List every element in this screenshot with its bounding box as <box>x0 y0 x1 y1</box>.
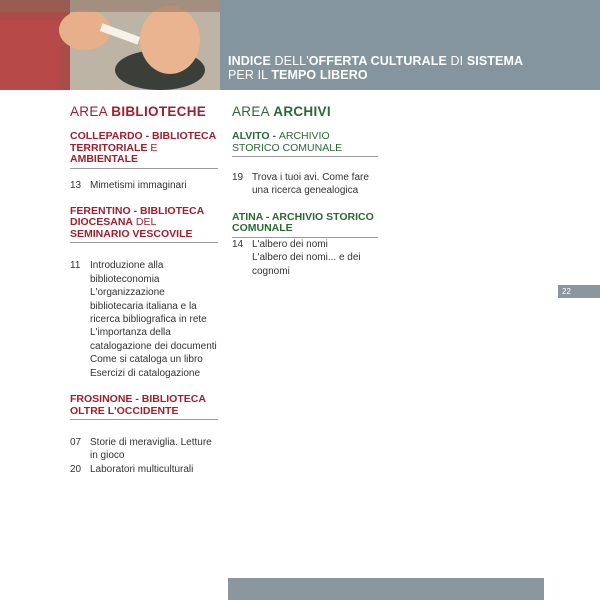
section-title-bold: FERENTINO - BIBLIOTECA DIOCESANA <box>70 204 204 229</box>
section-title-bold: COLLEPARDO - BIBLIOTECA TERRITORIALE <box>70 130 216 154</box>
entry-line: L'albero dei nomi <box>252 238 328 250</box>
list-item <box>70 436 218 463</box>
page-title-line-1 <box>228 54 588 68</box>
section-title-alvito <box>232 131 378 157</box>
entry-list <box>232 238 378 278</box>
header-photo <box>0 0 220 90</box>
entry-number: 20 <box>70 463 82 475</box>
section-title-bold: FROSINONE - BIBLIOTECA OLTRE L'OCCIDENTE <box>70 393 206 417</box>
section-title-atina <box>232 212 378 238</box>
section-title-bold: ATINA - ARCHIVIO STORICO COMUNALE <box>232 210 374 235</box>
entry-text <box>90 259 218 380</box>
section-title-frosinone <box>70 394 218 420</box>
section-title-light: E <box>147 141 158 154</box>
title-part: DELL' <box>270 54 309 68</box>
page-title-line-2 <box>228 68 588 82</box>
children-hands-photo <box>0 0 220 90</box>
area-name: BIBLIOTECHE <box>111 104 207 119</box>
entry-list <box>70 259 218 380</box>
area-biblioteche-column <box>70 104 218 476</box>
title-part: OFFERTA CULTURALE <box>308 54 447 68</box>
entry-number: 14 <box>232 238 244 250</box>
section-title-light: DEL <box>133 216 156 229</box>
entry-line: Esercizi di catalogazione <box>90 367 201 379</box>
area-archivi-column <box>232 104 378 278</box>
area-name: ARCHIVI <box>273 104 331 119</box>
entry-line: Mimetismi immaginari <box>90 179 187 191</box>
section-title-light: ARCHIVIO STORICO COMUNALE <box>232 130 343 154</box>
entry-line: Introduzione alla biblioteconomia <box>90 260 164 285</box>
area-prefix: AREA <box>232 104 274 119</box>
title-part: TEMPO LIBERO <box>271 68 368 82</box>
list-item <box>70 259 218 380</box>
list-item <box>232 171 378 198</box>
page-number: 22 <box>558 285 600 298</box>
list-item <box>70 463 218 476</box>
section-title-bold: ALVITO - <box>232 130 279 142</box>
entry-text <box>90 179 218 192</box>
entry-text: Trova i tuoi avi. Come fare una ricerca genealogica <box>252 172 369 197</box>
entry-text: Storie di meraviglia. Letture in gioco <box>90 437 212 462</box>
entry-list <box>70 436 218 476</box>
entry-number: 07 <box>70 437 82 449</box>
area-archivi-heading <box>232 104 378 119</box>
section-title-bold: AMBIENTALE <box>70 153 139 165</box>
section-title-bold: SEMINARIO VESCOVILE <box>70 227 193 240</box>
entry-line: L'importanza della catalogazione dei documenti <box>90 327 217 352</box>
title-part: INDICE <box>228 54 271 68</box>
entry-number: 11 <box>70 260 81 272</box>
entry-line: Come si cataloga un libro <box>90 354 203 366</box>
entry-line: L'organizzazione bibliotecaria italiana e la ricerca bibliografica in rete <box>90 287 207 326</box>
entry-number: 13 <box>70 179 82 191</box>
entry-line: L'albero dei nomi... e dei cognomi <box>252 252 361 277</box>
entry-text <box>252 238 378 278</box>
entry-number: 19 <box>232 172 244 183</box>
area-biblioteche-heading <box>70 104 218 119</box>
title-part: DI <box>446 54 467 68</box>
list-item <box>70 179 218 192</box>
area-prefix: AREA <box>70 104 112 119</box>
entry-list <box>232 171 378 198</box>
footer-band <box>228 578 544 600</box>
entry-list <box>70 179 218 192</box>
title-part: SISTEMA <box>466 54 524 68</box>
page-title <box>228 54 588 82</box>
section-title-collepardo <box>70 131 218 169</box>
entry-text: Laboratori multiculturali <box>90 463 194 475</box>
list-item <box>232 238 378 278</box>
title-part: PER IL <box>228 68 272 82</box>
section-title-ferentino <box>70 206 218 244</box>
